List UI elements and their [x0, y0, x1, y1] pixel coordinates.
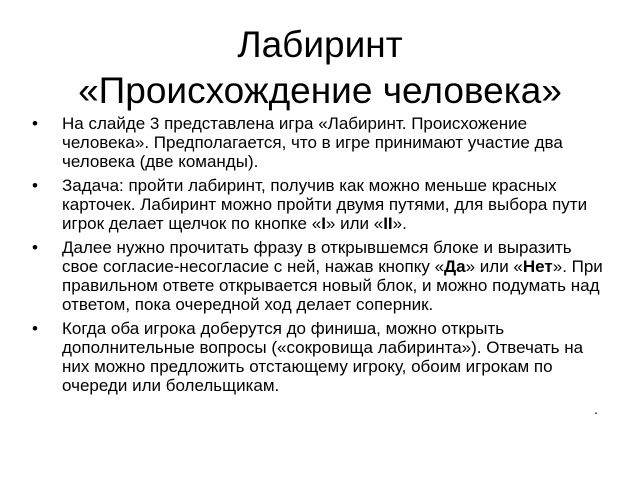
bullet-item-task [32, 176, 612, 233]
bullet-marker: • [32, 176, 38, 195]
bullet-text-part: » или « [325, 214, 384, 233]
bullet-text-part: ». [392, 214, 407, 233]
slide-title [20, 22, 620, 114]
bullet-text-part: Задача: пройти лабиринт, получив как можно меньше красных карточек. Лабиринт можно пройти двумя путями, для выбора пути игрок делает щелчок по кнопке « [62, 176, 588, 233]
bullet-text: На слайде 3 представлена игра «Лабиринт. Происхожение человека». Предполагается, что в игре принимают участие два человека (две команды). [62, 114, 563, 171]
footer-mark: . [594, 401, 598, 417]
bullet-item-finish [32, 319, 612, 395]
bullet-marker: • [32, 238, 38, 257]
button-name-path-one: I [321, 214, 326, 233]
button-name-path-two: II [383, 214, 393, 233]
bullet-item-rules-intro [32, 114, 612, 171]
title-line-1: Лабиринт [237, 24, 403, 65]
bullet-text-part: Далее нужно прочитать фразу в открывшемся блоке и выразить свое согласие-несогласие с ней, нажав кнопку « [62, 238, 572, 276]
bullet-marker: • [32, 319, 38, 338]
button-name-yes: Да [444, 257, 466, 276]
bullet-text-part: ». При правильном ответе открывается новый блок, и можно подумать над ответом, пока очередной ход делает соперник. [62, 257, 603, 314]
bullet-text: Когда оба игрока доберутся до финиша, можно открыть дополнительные вопросы («сокровища лабиринта»). Отвечать на них можно предложить отстающему игроку, обоим игрокам по очереди или болельщикам. [62, 319, 584, 395]
bullet-item-answer [32, 238, 612, 314]
bullet-list [32, 114, 612, 400]
button-name-no: Нет [522, 257, 553, 276]
bullet-marker: • [32, 114, 38, 133]
title-line-2: «Происхождение человека» [78, 70, 562, 111]
bullet-text-part: » или « [465, 257, 523, 276]
